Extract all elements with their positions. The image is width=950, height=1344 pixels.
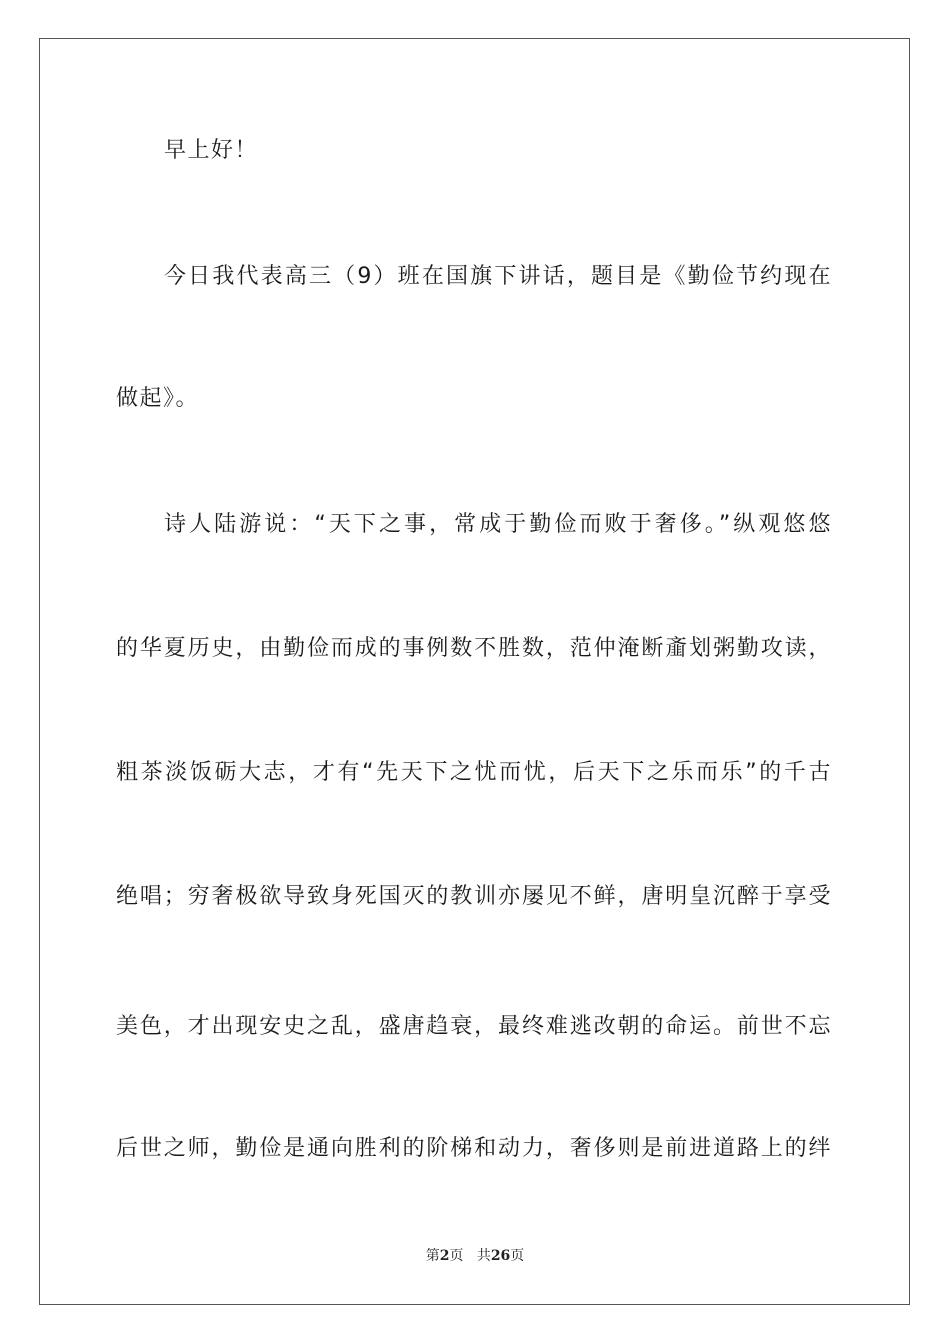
page-border <box>39 38 910 1305</box>
footer-page-number: 2 <box>439 1248 450 1264</box>
footer-page-suffix: 页 <box>449 1248 464 1264</box>
footer-page-prefix: 第 <box>425 1248 440 1264</box>
paragraph-line: 美色，才出现安史之乱，盛唐趋衰，最终难逃改朝的命运。前世不忘 <box>116 1014 832 1039</box>
footer-total-suffix: 页 <box>510 1248 525 1264</box>
footer-total-number: 26 <box>490 1248 511 1264</box>
page-footer <box>0 1245 950 1265</box>
paragraph-line: 做起》。 <box>116 386 200 411</box>
paragraph-line: 绝唱；穷奢极欲导致身死国灭的教训亦屡见不鲜，唐明皇沉醉于享受 <box>116 884 832 909</box>
footer-total-prefix: 共 <box>476 1248 491 1264</box>
paragraph-line: 后世之师，勤俭是通向胜利的阶梯和动力，奢侈则是前进道路上的绊 <box>116 1136 832 1161</box>
paragraph-line: 今日我代表高三（9）班在国旗下讲话，题目是《勤俭节约现在 <box>164 264 832 289</box>
paragraph-line: 诗人陆游说：“天下之事，常成于勤俭而败于奢侈。”纵观悠悠 <box>164 512 832 537</box>
greeting-line: 早上好！ <box>164 138 259 163</box>
paragraph-line: 的华夏历史，由勤俭而成的事例数不胜数，范仲淹断齑划粥勤攻读， <box>116 636 832 661</box>
paragraph-line: 粗茶淡饭砺大志，才有“先天下之忧而忧，后天下之乐而乐”的千古 <box>116 760 832 785</box>
